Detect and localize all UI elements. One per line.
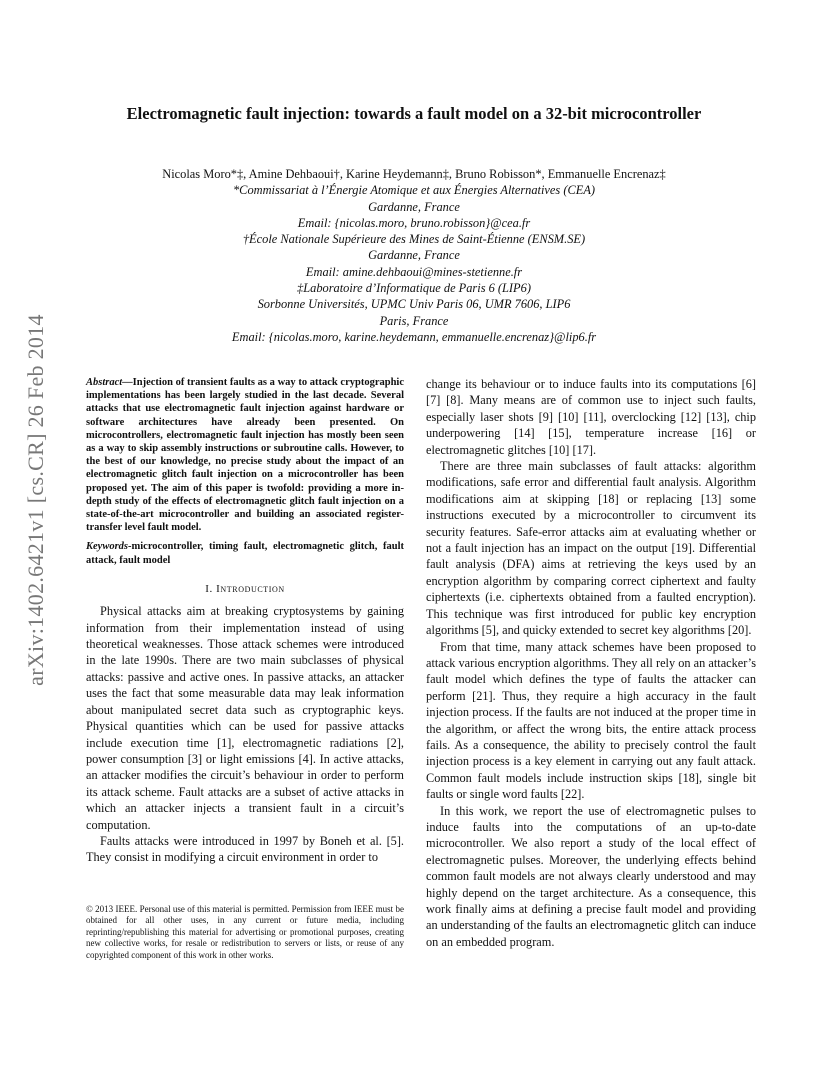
paper-title: Electromagnetic fault injection: towards a fault model on a 32-bit microcontroller: [126, 104, 702, 123]
affiliation-lip6-city: Paris, France: [379, 313, 449, 328]
paragraph: There are three main subclasses of fault attacks: algorithm modifications, safe error and differential fault analysis. Algorithm modifications aim at skipping [18] or replacing [13] some instructions executed by a microcontroller to circumvent its security features. Safe-error attacks aim at evaluating whether or not a fault injection has an impact on the output [19]. Differential fault analysis (DFA) aims at retrieving the keys used by an encryption algorithm by comparing correct ciphertext and faulty ciphertexts (i.e. ciphertexts obtained from a faulted encryption). This technique was first introduced for public key encryption algorithms [5], and quicky extended to secret key algorithms [20].: [426, 459, 756, 638]
section-title: Introduction: [216, 582, 285, 595]
copyright-notice: © 2013 IEEE. Personal use of this material is permitted. Permission from IEEE must be obtained for all other uses, in any current or future media, including reprinting/republishing this material for advertising or promotional purposes, creating new collective works, for resale or redistribution to servers or lists, or reuse of any copyrighted component of this work in other works.: [86, 904, 404, 960]
paragraph: In this work, we report the use of electromagnetic pulses to induce faults into the computations of an up-to-date microcontroller. We also report a study of the local effect of electromagnetic pulses. Moreover, the underlying effects behind common fault models are not always clearly understood and may highly depend on the target architecture. As a consequence, this work finally aims at defining a precise fault model and providing an understanding of the faults an electromagnetic glitch can induce on an embedded program.: [426, 803, 756, 949]
abstract: [86, 376, 404, 534]
affiliation-ensm-city: Gardanne, France: [368, 248, 460, 263]
paragraph: Faults attacks were introduced in 1997 by Boneh et al. [5]. They consist in modifying a circuit environment in order to: [86, 833, 404, 865]
affiliation-lip6: ‡Laboratoire d’Informatique de Paris 6 (LIP6): [297, 281, 531, 296]
right-column: [426, 376, 756, 950]
keywords-text: -microcontroller, timing fault, electromagnetic glitch, fault attack, fault model: [86, 541, 404, 566]
arxiv-stamp-text: arXiv:1402.6421v1 [cs.CR] 26 Feb 2014: [23, 314, 48, 686]
affiliation-cea-city: Gardanne, France: [368, 199, 460, 214]
paragraph: change its behaviour or to induce faults into its computations [6] [7] [8]. Many means are of common use to inject such faults, especially laser shots [9] [10] [11], overclocking [12] [13], chip underpowering [14] [15], temperature increase [16] or electromagnetic glitches [10] [17].: [426, 377, 756, 457]
paragraph: Physical attacks aim at breaking cryptosystems by gaining information from their implementation instead of using theoretical weaknesses. Those attack schemes were introduced in the late 1990s. There are two main subclasses of physical attacks: passive and active ones. In passive attacks, an attacker uses the fact that some measurable data may leak information about manipulated secret data such as cryptographic keys. Physical quantities which can be used for passive attacks include execution time [1], electromagnetic radiations [2], power consumption [3] or light emissions [4]. In active attacks, an attacker modifies the circuit’s behaviour in order to perform its attack scheme. Fault attacks are a subset of active attacks in which an attacker injects a transient fault in a circuit’s computation.: [86, 604, 404, 832]
affiliation-cea: *Commissariat à l’Énergie Atomique et aux Énergies Alternatives (CEA): [232, 183, 596, 198]
author-names: Nicolas Moro*‡, Amine Dehbaoui†, Karine Heydemann‡, Bruno Robisson*, Emmanuelle Encrenaz‡: [162, 167, 666, 181]
abstract-lead: Abstract: [86, 377, 123, 388]
author-block: [80, 166, 748, 345]
affiliation-ensm: †École Nationale Supérieure des Mines de Saint-Étienne (ENSM.SE): [242, 232, 586, 247]
affiliation-lip6-institution: Sorbonne Universités, UPMC Univ Paris 06, UMR 7606, LIP6: [257, 297, 571, 312]
abstract-text: —Injection of transient faults as a way to attack cryptographic implementations has been largely studied in the last decade. Several attacks that use electromagnetic fault injection against hardware or software architectures have already been presented. On microcontrollers, electromagnetic fault injection has mostly been seen as a way to skip assembly instructions or subroutine calls. However, to the best of our knowledge, no precise study about the impact of an electromagnetic glitch fault injection on a microcontroller has been proposed yet. The aim of this paper is twofold: providing a more in-depth study of the effects of electromagnetic glitch fault injection on a state-of-the-art microcontroller and building an associated register-transfer level fault model.: [86, 377, 404, 534]
keywords-lead: Keywords: [86, 541, 128, 553]
affiliation-ensm-email: Email: amine.dehbaoui@mines-stetienne.fr: [305, 264, 523, 279]
section-number: I.: [205, 582, 213, 595]
left-column: [86, 376, 404, 866]
paragraph: From that time, many attack schemes have been proposed to attack various encryption algorithms. They all rely on an attacker’s fault model which defines the type of faults the attacker can perform [21]. Thus, they require a high accuracy in the fault injection process. If the faults are not induced at the proper time in the algorithm, or affect the wrong bits, the entire attack process fails. As a consequence, the ability to precisely control the fault injection process is a key element in carrying out any fault attack. Common fault models include instruction skips [18], single bit faults or single word faults [22].: [426, 639, 756, 802]
keywords: [86, 540, 404, 566]
section-heading-introduction: [86, 581, 404, 597]
affiliation-lip6-email: Email: {nicolas.moro, karine.heydemann, emmanuelle.encrenaz}@lip6.fr: [231, 329, 597, 344]
affiliation-cea-email: Email: {nicolas.moro, bruno.robisson}@cea.fr: [297, 215, 531, 230]
arxiv-stamp: [6, 300, 66, 700]
